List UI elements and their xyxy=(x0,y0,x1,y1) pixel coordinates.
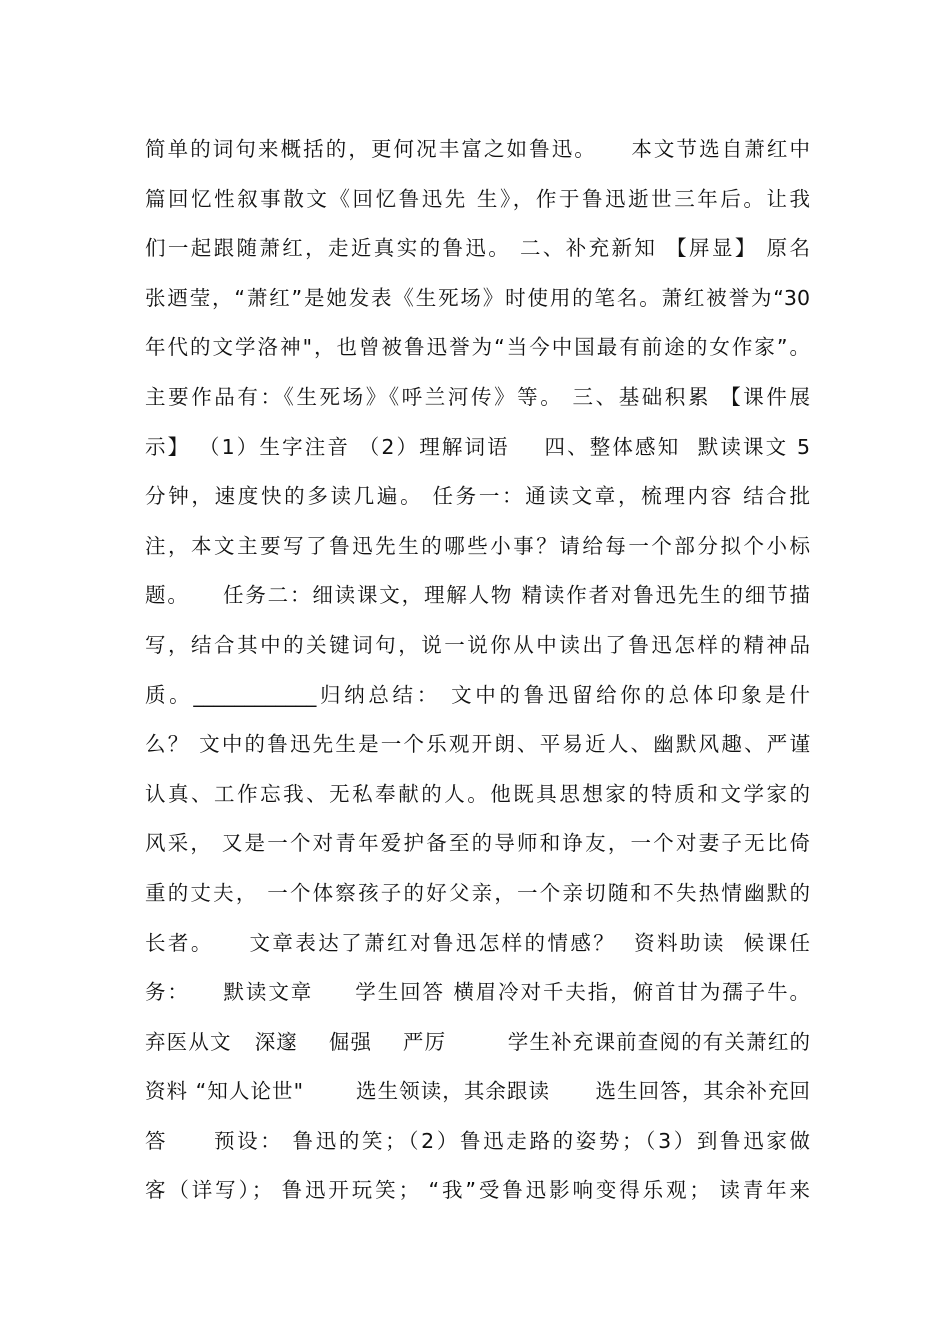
text-line-17: 长者。 文章表达了萧红对鲁迅怎样的情感？ 资料助读 候课任 xyxy=(145,930,810,955)
text-line-3: 们一起跟随萧红，走近真实的鲁迅。 二、补充新知 【屏显】 原名 xyxy=(145,236,810,261)
text-line-2: 篇回忆性叙事散文《回忆鲁迅先 生》，作于鲁迅逝世三年后。让我 xyxy=(145,186,810,211)
text-line-14: 认真、工作忘我、无私奉献的人。他既具思想家的特质和文学家的 xyxy=(145,781,810,806)
text-line-11: 写，结合其中的关键词句，说一说你从中读出了鲁迅怎样的精神品 xyxy=(145,632,810,657)
text-line-8: 分钟，速度快的多读几遍。 任务一：通读文章，梳理内容 结合批 xyxy=(145,484,810,509)
text-line-21: 答 预设： 鲁迅的笑；（2）鲁迅走路的姿势；（3）到鲁迅家做 xyxy=(145,1128,810,1153)
text-line-7: 示】 （1）生字注音 （2）理解词语 四、整体感知 默读课文 5 xyxy=(145,434,810,459)
text-line-20: 资料 “知人论世" 选生领读，其余跟读 选生回答，其余补充回 xyxy=(145,1079,810,1104)
text-line-6: 主要作品有：《生死场》《呼兰河传》等。 三、基础积累 【课件展 xyxy=(145,384,810,409)
text-line-16: 重的丈夫， 一个体察孩子的好父亲，一个亲切随和不失热情幽默的 xyxy=(145,880,810,905)
text-line-22: 客（详写）； 鲁迅开玩笑； “我”受鲁迅影响变得乐观； 读青年来 xyxy=(145,1178,810,1203)
text-line-1: 简单的词句来概括的，更何况丰富之如鲁迅。 本文节选自萧红中 xyxy=(145,137,810,161)
text-line-10: 题。 任务二：细读课文，理解人物 精读作者对鲁迅先生的细节描 xyxy=(145,583,810,608)
text-line-19: 弃医从文 深邃 倔强 严厉 学生补充课前查阅的有关萧红的 xyxy=(145,1029,810,1054)
body-text xyxy=(145,125,810,1216)
text-line-4: 张迺莹，“萧红”是她发表《生死场》时使用的笔名。萧红被誉为“30 xyxy=(145,285,810,310)
text-line-12: 质。____________归纳总结： 文中的鲁迅留给你的总体印象是什 xyxy=(145,682,810,707)
text-line-13: 么？ 文中的鲁迅先生是一个乐观开朗、平易近人、幽默风趣、严谨 xyxy=(145,732,810,757)
text-line-15: 风采， 又是一个对青年爱护备至的导师和诤友，一个对妻子无比倚 xyxy=(145,831,810,856)
text-line-9: 注，本文主要写了鲁迅先生的哪些小事？请给每一个部分拟个小标 xyxy=(145,533,810,558)
text-line-18: 务： 默读文章 学生回答 横眉冷对千夫指，俯首甘为孺子牛。 xyxy=(145,980,810,1005)
text-line-5: 年代的文学洛神"，也曾被鲁迅誉为“当今中国最有前途的女作家”。 xyxy=(145,335,810,360)
